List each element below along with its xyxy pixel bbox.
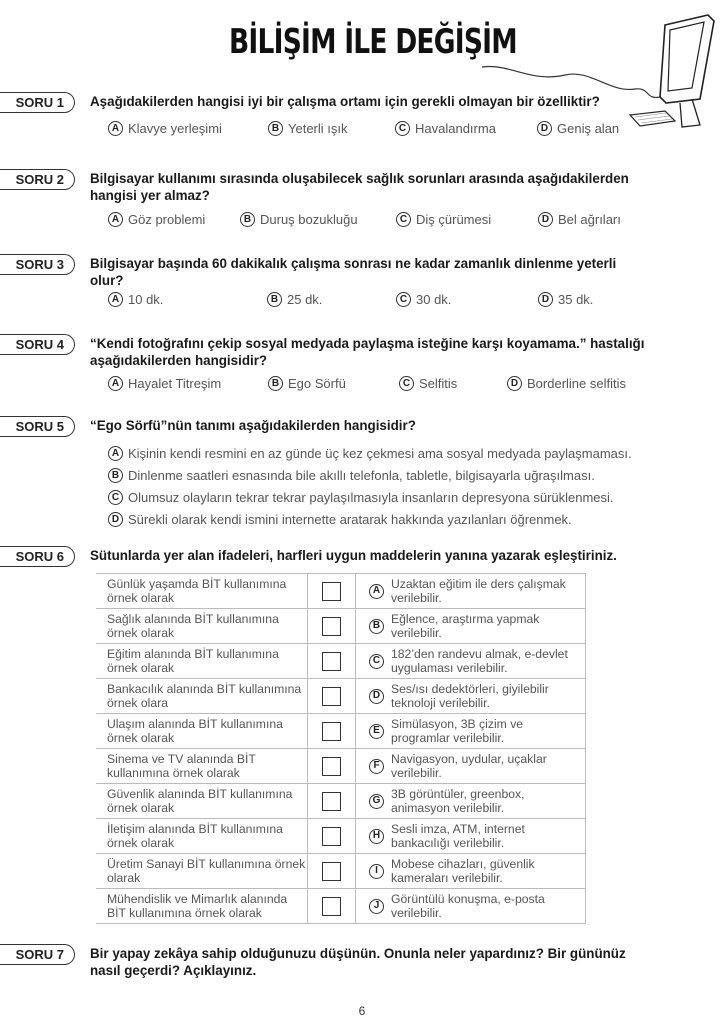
- answer-box-cell: [308, 889, 356, 924]
- question-label: SORU 3: [0, 254, 75, 275]
- matching-right-item: A Uzaktan eğitim ile ders çalışmak verilebilir.: [356, 574, 586, 609]
- matching-row: [96, 679, 586, 714]
- matching-row: [96, 784, 586, 819]
- question-text: Bilgisayar başında 60 dakikalık çalışma sonrası ne kadar zamanlık dinlenme yeterli olur?: [90, 256, 617, 288]
- option-letter-circle: H: [369, 829, 384, 844]
- option-letter-circle: E: [369, 724, 384, 739]
- answer-box[interactable]: [322, 757, 341, 776]
- option-d[interactable]: D Geniş alan: [537, 121, 619, 136]
- option-a[interactable]: A Hayalet Titreşim: [108, 376, 268, 391]
- option-b[interactable]: B 25 dk.: [267, 292, 396, 307]
- question-text: Bilgisayar kullanımı sırasında oluşabilecek sağlık sorunları arasında aşağıdakilerden hangisi yer almaz?: [90, 171, 629, 203]
- answer-box-cell: [308, 574, 356, 609]
- option-b[interactable]: B Dinlenme saatleri esnasında bile akıllı telefonla, tabletle, bilgisayarla uğraşılması.: [108, 464, 632, 486]
- matching-left-item: Mühendislik ve Mimarlık alanında BİT kullanımına örnek olarak: [96, 889, 308, 924]
- option-a[interactable]: A Klavye yerleşimi: [108, 121, 268, 136]
- page-number: 6: [358, 1004, 366, 1018]
- question-text: Aşağıdakilerden hangisi iyi bir çalışma ortamı için gerekli olmayan bir özelliktir?: [90, 94, 600, 109]
- option-letter-circle: B: [268, 121, 283, 136]
- matching-row: [96, 714, 586, 749]
- option-c[interactable]: C Olumsuz olayların tekrar tekrar paylaşılmasıyla insanların depresyona sürüklenmesi.: [108, 486, 632, 508]
- matching-left-item: Güvenlik alanında BİT kullanımına örnek olarak: [96, 784, 308, 819]
- option-c[interactable]: C Havalandırma: [395, 121, 537, 136]
- option-letter-circle: F: [369, 759, 384, 774]
- matching-row: [96, 609, 586, 644]
- option-letter-circle: C: [396, 292, 411, 307]
- answer-box[interactable]: [322, 827, 341, 846]
- matching-row: [96, 819, 586, 854]
- matching-row: [96, 854, 586, 889]
- option-letter-circle: C: [108, 490, 123, 505]
- option-letter-circle: G: [369, 794, 384, 809]
- option-letter-circle: B: [268, 376, 283, 391]
- answer-box-cell: [308, 714, 356, 749]
- option-letter-circle: B: [369, 619, 384, 634]
- answer-box[interactable]: [322, 897, 341, 916]
- option-letter-circle: D: [538, 212, 553, 227]
- matching-right-item: B Eğlence, araştırma yapmak verilebilir.: [356, 609, 586, 644]
- answer-box-cell: [308, 819, 356, 854]
- option-letter-circle: A: [369, 584, 384, 599]
- page-title: BİLİŞİM İLE DEĞİŞİM: [229, 22, 517, 62]
- option-letter-circle: A: [108, 292, 123, 307]
- option-d[interactable]: D Borderline selfitis: [507, 376, 626, 391]
- answer-box[interactable]: [322, 722, 341, 741]
- matching-right-item: D Ses/ısı dedektörleri, giyilebilir teknoloji verilebilir.: [356, 679, 586, 714]
- option-letter-circle: D: [507, 376, 522, 391]
- option-letter-circle: A: [108, 121, 123, 136]
- answer-box[interactable]: [322, 582, 341, 601]
- option-letter-circle: A: [108, 446, 123, 461]
- matching-right-item: F Navigasyon, uydular, uçaklar verilebilir.: [356, 749, 586, 784]
- option-c[interactable]: C Diş çürümesi: [396, 212, 538, 227]
- computer-illustration-icon: [470, 5, 720, 130]
- option-letter-circle: B: [108, 468, 123, 483]
- question-text: Sütunlarda yer alan ifadeleri, harfleri uygun maddelerin yanına yazarak eşleştiriniz.: [90, 548, 617, 563]
- option-c[interactable]: C 30 dk.: [396, 292, 538, 307]
- matching-left-item: Ulaşım alanında BİT kullanımına örnek olarak: [96, 714, 308, 749]
- matching-left-item: Sinema ve TV alanında BİT kullanımına örnek olarak: [96, 749, 308, 784]
- question-label: SORU 4: [0, 334, 75, 355]
- answer-box-cell: [308, 749, 356, 784]
- option-letter-circle: B: [267, 292, 282, 307]
- answer-box[interactable]: [322, 652, 341, 671]
- option-letter-circle: C: [395, 121, 410, 136]
- answer-box-cell: [308, 679, 356, 714]
- option-letter-circle: I: [369, 864, 384, 879]
- matching-left-item: İletişim alanında BİT kullanımına örnek olarak: [96, 819, 308, 854]
- answer-box[interactable]: [322, 617, 341, 636]
- option-a[interactable]: A Göz problemi: [108, 212, 240, 227]
- matching-right-item: C 182’den randevu almak, e-devlet uygulaması verilebilir.: [356, 644, 586, 679]
- answer-box-cell: [308, 644, 356, 679]
- option-letter-circle: D: [537, 121, 552, 136]
- question-text: “Kendi fotoğrafını çekip sosyal medyada paylaşma isteğine karşı koyamama.” hastalığı aşağıdakilerden hangisidir?: [90, 336, 645, 368]
- matching-row: [96, 574, 586, 609]
- option-letter-circle: J: [369, 899, 384, 914]
- matching-right-item: J Görüntülü konuşma, e-posta verilebilir.: [356, 889, 586, 924]
- matching-left-item: Eğitim alanında BİT kullanımına örnek olarak: [96, 644, 308, 679]
- question-text: “Ego Sörfü”nün tanımı aşağıdakilerden hangisidir?: [90, 418, 416, 433]
- matching-table: [96, 573, 586, 924]
- option-d[interactable]: D 35 dk.: [538, 292, 593, 307]
- matching-right-item: E Simülasyon, 3B çizim ve programlar verilebilir.: [356, 714, 586, 749]
- option-letter-circle: C: [369, 654, 384, 669]
- question-label: SORU 7: [0, 944, 75, 965]
- question-label: SORU 5: [0, 416, 75, 437]
- option-b[interactable]: B Yeterli ışık: [268, 121, 395, 136]
- option-a[interactable]: A 10 dk.: [108, 292, 267, 307]
- matching-left-item: Sağlık alanında BİT kullanımına örnek olarak: [96, 609, 308, 644]
- option-letter-circle: C: [396, 212, 411, 227]
- option-b[interactable]: B Duruş bozukluğu: [240, 212, 396, 227]
- answer-box-cell: [308, 854, 356, 889]
- matching-row: [96, 889, 586, 924]
- option-letter-circle: C: [399, 376, 414, 391]
- option-a[interactable]: A Kişinin kendi resmini en az günde üç kez çekmesi ama sosyal medyada paylaşmaması.: [108, 442, 632, 464]
- answer-box[interactable]: [322, 687, 341, 706]
- answer-box-cell: [308, 784, 356, 819]
- option-letter-circle: B: [240, 212, 255, 227]
- question-text: Bir yapay zekâya sahip olduğunuzu düşünün. Onunla neler yapardınız? Bir gününüz nasıl geçerdi? Açıklayınız.: [90, 946, 626, 978]
- question-label: SORU 6: [0, 546, 75, 567]
- matching-left-item: Günlük yaşamda BİT kullanımına örnek olarak: [96, 574, 308, 609]
- option-d[interactable]: D Sürekli olarak kendi ismini internette aratarak hakkında yazılanları öğrenmek.: [108, 508, 632, 530]
- matching-left-item: Bankacılık alanında BİT kullanımına örnek olara: [96, 679, 308, 714]
- option-letter-circle: D: [108, 512, 123, 527]
- option-d[interactable]: D Bel ağrıları: [538, 212, 621, 227]
- option-b[interactable]: B Ego Sörfü: [268, 376, 399, 391]
- matching-right-item: G 3B görüntüler, greenbox, animasyon verilebilir.: [356, 784, 586, 819]
- matching-row: [96, 749, 586, 784]
- answer-box[interactable]: [322, 792, 341, 811]
- matching-right-item: H Sesli imza, ATM, internet bankacılığı verilebilir.: [356, 819, 586, 854]
- matching-left-item: Üretim Sanayi BİT kullanımına örnek olarak: [96, 854, 308, 889]
- matching-right-item: I Mobese cihazları, güvenlik kameraları verilebilir.: [356, 854, 586, 889]
- option-letter-circle: D: [369, 689, 384, 704]
- option-letter-circle: A: [108, 376, 123, 391]
- answer-box-cell: [308, 609, 356, 644]
- matching-row: [96, 644, 586, 679]
- answer-box[interactable]: [322, 862, 341, 881]
- question-label: SORU 2: [0, 169, 75, 190]
- option-letter-circle: A: [108, 212, 123, 227]
- option-c[interactable]: C Selfitis: [399, 376, 507, 391]
- option-letter-circle: D: [538, 292, 553, 307]
- question-label: SORU 1: [0, 92, 75, 113]
